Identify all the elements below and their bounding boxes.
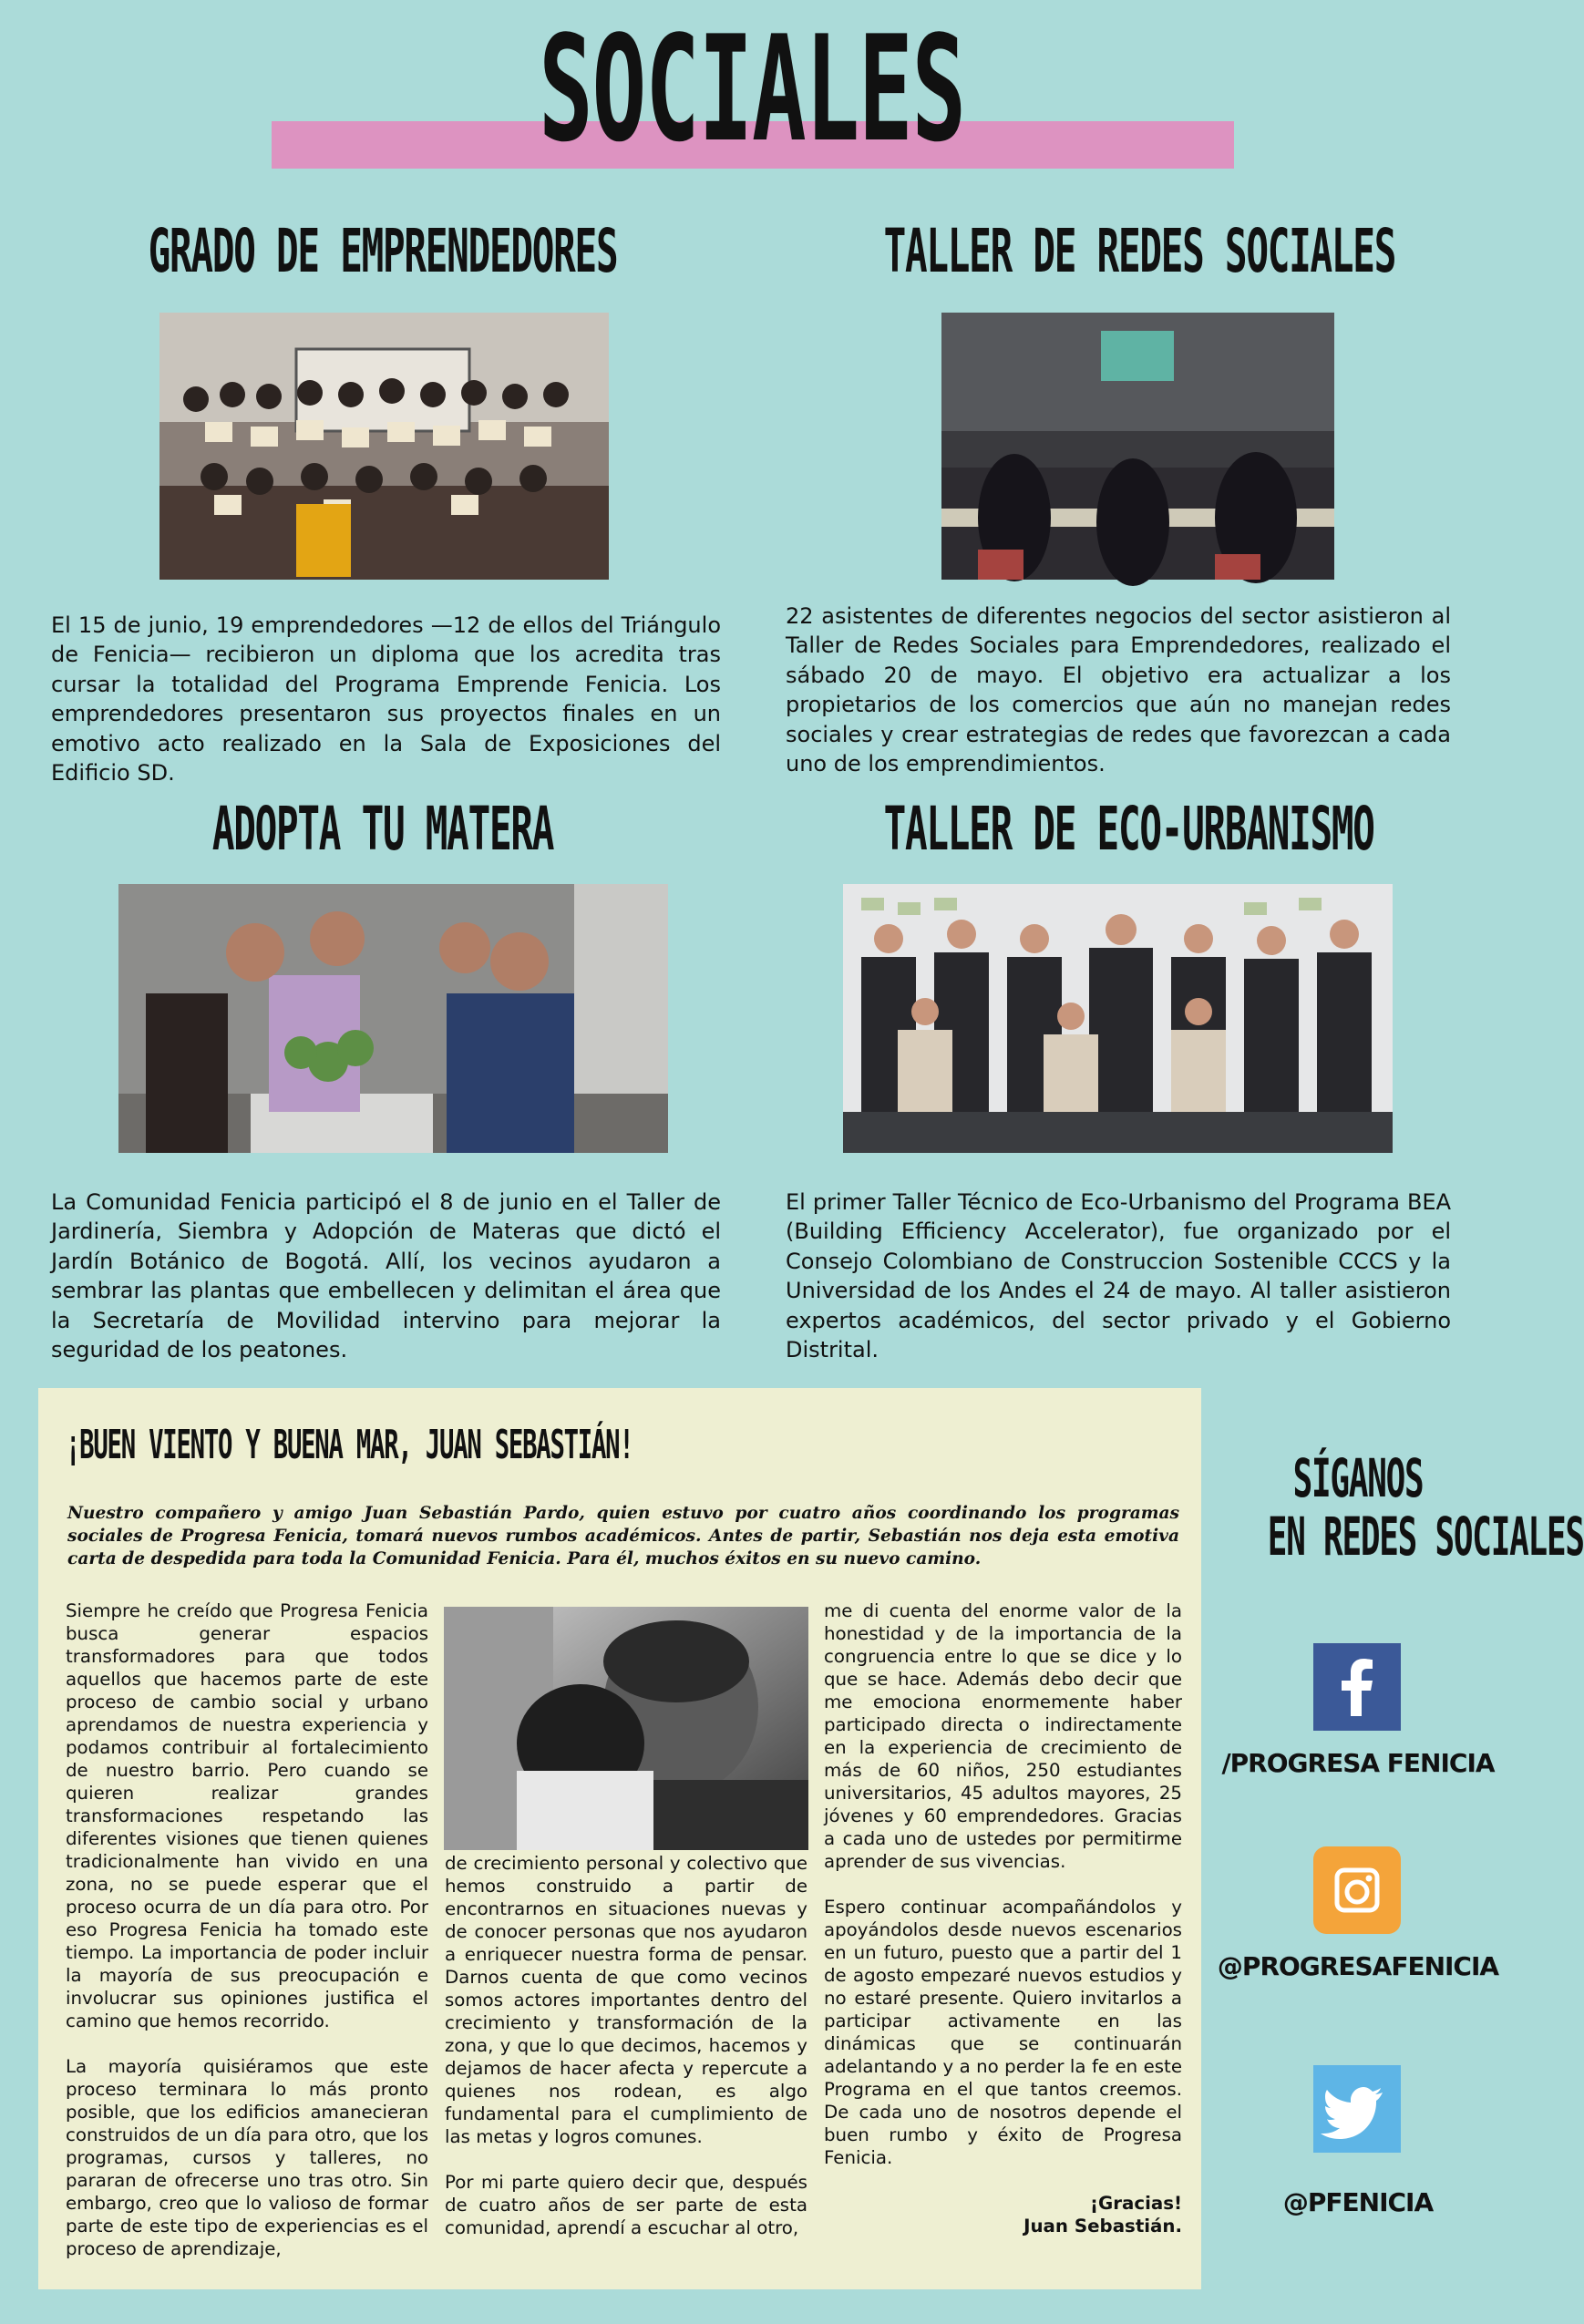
- letter-column-3: [824, 1599, 1182, 2237]
- section-title-eco: TALLER DE ECO-URBANISMO: [883, 794, 1374, 864]
- section-text-redes: 22 asistentes de diferentes negocios del sector asistieron al Taller de Redes Sociales para Emprendedores, realizado el sábado 20 de mayo. El objetivo era actualizar a los propietarios de los comercios que aún no manejan redes sociales y crear estrategias de redes que favorezcan a cada uno de los emprendimientos.: [786, 603, 1451, 777]
- letter-paragraph: Siempre he creído que Progresa Fenicia busca generar espacios transformadores para que todos aquellos que hacemos parte de este proceso de cambio social y urbano aprendamos de nuestra experiencia y podamos contribuir al fortalecimiento de nuestro barrio. Pero cuando se quieren realizar grandes transformaciones respetando las diferentes visiones que tienen quienes tradicionalmente han vivido en una zona, no se puede esperar que el proceso ocurra de un día para otro. Por eso Progresa Fenicia ha tomado este tiempo. La importancia de poder incluir la mayoría de sus preocupación e involucrar sus opiniones justifica el camino que hemos recorrido.: [66, 1600, 428, 2031]
- eco-urbanism-group-photo: [843, 884, 1393, 1153]
- letter-signoff-thanks: ¡Gracias!: [1089, 2193, 1182, 2214]
- section-title-matera: ADOPTA TU MATERA: [211, 794, 554, 864]
- section-text-eco: El primer Taller Técnico de Eco-Urbanismo del Programa BEA (Building Efficiency Accelerator), fue organizado por el Consejo Colombiano de Construccion Sostenible CCCS y la Universidad de los Andes el 24 de mayo. Al taller asistieron expertos académicos, del sector privado y el Gobierno Distrital.: [786, 1189, 1451, 1363]
- section-text-grado: El 15 de junio, 19 emprendedores —12 de ellos del Triángulo de Fenicia— recibieron un diploma que los acredita tras cursar la totalidad del Programa Emprende Fenicia. Los emprendedores presentaron sus proyectos finales en un emotivo acto realizado en la Sala de Exposiciones del Edificio SD.: [51, 612, 721, 787]
- letter-paragraph: La mayoría quisiéramos que este proceso terminara lo más pronto posible, que los edificios amanecieran construidos de un día para otro, que los programas, cursos y talleres, no pararan de ofrecerse uno tras otro. Sin embargo, creo que lo valioso de formar parte de este tipo de experiencias es el proceso de aprendizaje,: [66, 2056, 428, 2259]
- letter-signoff-name: Juan Sebastián.: [1023, 2216, 1182, 2237]
- instagram-icon[interactable]: [1313, 1846, 1401, 1934]
- section-text-matera: La Comunidad Fenicia participó el 8 de junio en el Taller de Jardinería, Siembra y Adopción de Materas que dictó el Jardín Botánico de Bogotá. Allí, los vecinos ayudaron a sembrar las plantas que embellecen y delimitan el área que la Secretaría de Movilidad intervino para mejorar la seguridad de los peatones.: [51, 1189, 721, 1363]
- letter-column-1: [66, 1599, 428, 2283]
- twitter-handle[interactable]: @PFENICIA: [1282, 2187, 1434, 2217]
- letter-paragraph: Espero continuar acompañándolos y apoyándolos desde nuevos escenarios en un futuro, puesto que a partir del 1 de agosto empezaré nuevos estudios y no estaré presente. Quiero invitarlos a participar activamente en las dinámicas que se continuarán adelantando y a no perder la fe en este Programa en el que tantos creemos. De cada uno de nosotros depende el buen rumbo y éxito de Progresa Fenicia.: [824, 1897, 1182, 2168]
- farewell-letter-box: [38, 1388, 1201, 2289]
- section-title-redes: TALLER DE REDES SOCIALES: [883, 216, 1396, 286]
- workshop-classroom-photo: [941, 313, 1334, 580]
- letter-title: ¡BUEN VIENTO Y BUENA MAR, JUAN SEBASTIÁN!: [66, 1422, 633, 1468]
- juan-sebastian-photo: [444, 1607, 808, 1850]
- graduation-group-photo: [159, 313, 609, 580]
- facebook-handle[interactable]: /PROGRESA FENICIA: [1221, 1748, 1495, 1778]
- social-title-line2: EN REDES SOCIALES: [1267, 1506, 1584, 1568]
- letter-intro: Nuestro compañero y amigo Juan Sebastián Pardo, quien estuvo por cuatro años coordinando los programas sociales de Progresa Fenicia, tomará nuevos rumbos académicos. Antes de partir, Sebastián nos deja esta emotiva carta de despedida para toda la Comunidad Fenicia. Para él, muchos éxitos en su nuevo camino.: [67, 1504, 1179, 1568]
- facebook-icon[interactable]: [1313, 1643, 1401, 1731]
- letter-paragraph: me di cuenta del enorme valor de la honestidad y de la importancia de la congruencia entre lo que se dice y lo que se hace. Además debo decir que me emociona enormemente haber participado directa o indirectamente en la experiencia de crecimiento de más de 60 niños, 250 estudiantes universitarios, 45 adultos mayores, 25 jóvenes y 60 emprendedores. Gracias a cada uno de ustedes por permitirme aprender de sus vivencias.: [824, 1600, 1182, 1872]
- twitter-icon[interactable]: [1313, 2065, 1401, 2153]
- planting-photo: [118, 884, 668, 1153]
- page-title: SOCIALES: [539, 4, 965, 174]
- letter-paragraph: Por mi parte quiero decir que, después de cuatro años de ser parte de esta comunidad, aprendí a escuchar al otro,: [445, 2172, 807, 2238]
- letter-column-2: [445, 1852, 807, 2262]
- section-title-grado: GRADO DE EMPRENDEDORES: [148, 216, 618, 286]
- letter-paragraph: de crecimiento personal y colectivo que hemos construido a partir de encontrarnos en situaciones nuevas y de conocer personas que nos ayudaron a enriquecer nuestra forma de pensar. Darnos cuenta de que como vecinos somos actores importantes dentro del crecimiento y transformación de la zona, y que lo que decimos, hacemos y dejamos de hacer afecta y repercute a quienes nos rodean, es algo fundamental para el cumplimiento de las metas y logros comunes.: [445, 1853, 807, 2147]
- instagram-handle[interactable]: @PROGRESAFENICIA: [1217, 1951, 1499, 1981]
- social-title-line1: SÍGANOS: [1292, 1447, 1424, 1509]
